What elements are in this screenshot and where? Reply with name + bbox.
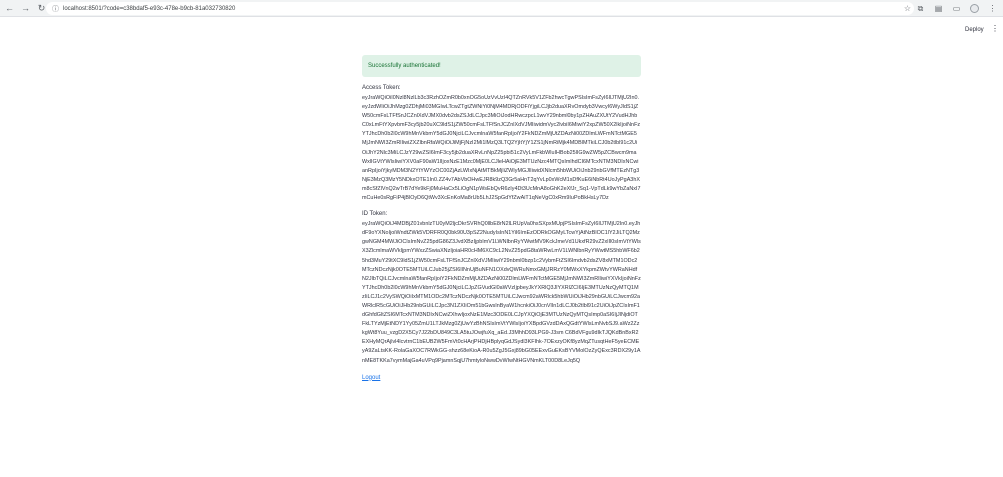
tab-search-icon[interactable]: ▭ (952, 4, 961, 13)
access-token-value: eyJraWQiOiI0Nzl8NzlLb3c3RzhOZmR0b0xnOG5oUzVvUzI4QTZnRVk5V1ZFb2hwcTgwPSIsImFsZyI6IlJTMjU2In0.eyJzdWIiOiJhMzg0ZDhjMi03MGIwLTcwZTgtZWNiYi0NjM4MDRjODFiYjgiLCJjb2duaXRvOmdyb3VwcyI6WyJldS1jZW50cmFsLTFfSnJCZnlXdVJMX0dvb2dsZSJdLCJpc3MiOiJodHRwczpcL1wvY29nbml0by1pZHAuZXUtY2VudHJhbC0xLmFtYXpvbmF3cy5jb20uXC9ldS1jZW50cmFsLTFfSnJCZnlXdVJMIiwidmVyc2lvbiI6MiwiY2xpZW50X2lkIjoiNnFzYTJhcDh0b2l0cW9hMnVkbmY5dGJ0NjciLCJvcmlnaW5fanRpIjoiY2FkNDZmMjUtZDAzNi00ZDlmLWFmNTctMGE5MjJmNWI3ZmRlIiwiZXZlbnRfaWQiOiJiMjFjNzI2Mi1lMzQ3LTQ2YjItYjY1ZS1jNmRiMjk4MDBlMTkiLCJ0b2tlbl91c2UiOiJhY2Nlc3MiLCJzY29wZSI6ImF3cy5jb2duaXRvLnNpZ25pbi51c2VyLmFkbWluIHBob25lIG9wZW5pZCBwcm9maWxlIGVtYWlsIiwiYXV0aF90aW1lIjoxNzE1Mzc0MjE0LCJleHAiOjE3MTUzNzc4MTQsImlhdCI6MTcxNTM3NDIxNCwianRpIjoiYjkyMDM3N2YtYWYzOC00ZjAzLWIxNjAtMTBkMjliZWIyMGJlIiwidXNlcm5hbWUiOiJnb29nbGVfMTEzNTg3NjE3MzQ3MzY5NDkxOTE1In0.ZZ4v7AbVbOHwEJR8k9zQ3Gr5aHnT2qYvLp0xWcM1sDfKuE6iNbRt4UoJyPgA3hXm8cSfZlVnQ2wTrB7dYe9kFj0MuHaCx5LiOgN1pWsEbQvR6zIy4Dt3UcMnA8oGhK2eXfJr_Sq1-VpTdLk9wYbZaNxI7mCuHe0sRgFiP4jBlOyD6QtWv3XcEnKoMa8rUb5LhJ2SpGdYfZwAiT1qNeVgC0xRm9IuPoBkHsLy7Dz (362, 95, 641, 202)
forward-arrow-icon[interactable]: → (21, 3, 30, 13)
reload-icon[interactable]: ↻ (37, 2, 46, 13)
extensions-icon[interactable]: ⧉ (917, 3, 924, 13)
access-token-label: Access Token: (362, 85, 401, 91)
reading-list-icon[interactable]: ▤ (934, 4, 943, 13)
logout-link[interactable]: Logout (362, 374, 381, 381)
url-text: localhost:8501/?code=c38bdaf5-e93c-478e-b9cb-81a032730820 (63, 5, 236, 12)
browser-toolbar (0, 0, 1003, 17)
chrome-menu-icon[interactable]: ⋮ (988, 4, 997, 13)
success-message: Successfully authenticated! (368, 63, 441, 69)
address-bar[interactable] (46, 2, 914, 15)
app-header (0, 17, 1003, 47)
deploy-button[interactable]: Deploy (965, 27, 984, 33)
id-token-label: ID Token: (362, 211, 388, 218)
main-menu-icon[interactable]: ⋮ (991, 24, 999, 33)
back-arrow-icon[interactable]: ← (5, 3, 14, 13)
site-info-icon[interactable]: ⓘ (52, 5, 59, 13)
profile-avatar[interactable] (970, 4, 979, 13)
bookmark-star-icon[interactable]: ☆ (903, 4, 912, 13)
main-content (362, 55, 641, 384)
success-alert (362, 55, 641, 77)
id-token-value: eyJraWQiOiJ4MDBjZ01vbnlzTU0yM2ljcDkrSVRhQ0llbE8rN2lLRUpVa0hsSXpxMUpjPSIsImFsZyI6IlJTMjU2In0.eyJhdF9oYXNoIjoiWndtZWk5VDRFR0Q0bk90U3pSZ2NudyIsInN1YiI6ImEzODRkOGMyLTcwYjAtNzBlOC1lY2JiLTQ2MzgwNGM4MWJiOCIsImNvZ25pdG86Z3JvdXBzIjpbImV1LWNlbnRyYWwtMV9KckJmeVd1UkxfR29vZ2xlIl0sImVtYWlsX3ZlcmlmaWVkIjpmYWxzZSwiaXNzIjoiaHR0cHM6XC9cL2NvZ25pdG8taWRwLmV1LWNlbnRyYWwtMS5hbWF6b25hd3MuY29tXC9ldS1jZW50cmFsLTFfSnJCZnlXdVJMIiwiY29nbml0bzp1c2VybmFtZSI6Imdvb2dsZV8xMTM1ODc2MTczNDczNjk0OTE5MTUiLCJub25jZSI6IlNnUjBuNFN1OXdvQWRuNmxGMjJRRzY0MWxXYkpmZWtvYWRaNHdfN2JlbTQiLCJvcmlnaW5fanRpIjoiY2FkNDZmMjUtZDAzNi00ZDlmLWFmNTctMGE5MjJmNWI3ZmRlIiwiYXVkIjoiNnFzYTJhcDh0b2l0cW9hMnVkbmY5dGJ0NjciLCJpZGVudGl0aWVzIjpbeyJkYXRlQ3JlYXRlZCI6IjE3MTUzNzQyMTQ1MzIiLCJ1c2VySWQiOiIxMTM1ODc2MTczNDczNjk0OTE5MTUiLCJwcm92aWRlck5hbWUiOiJHb29nbGUiLCJwcm92aWRlclR5cGUiOiJHb29nbGUiLCJpc3N1ZXIiOm51bGwsInByaW1hcnkiOiJ0cnVlIn1dLCJ0b2tlbl91c2UiOiJpZCIsImF1dGhfdGltZSI6MTcxNTM3NDIxNCwiZXhwIjoxNzE1Mzc3ODE0LCJpYXQiOjE3MTUzNzQyMTQsImp0aSI6IjJlNjdiOTFkLTYzMjEtNDY1Yy05ZmU1LTJkMzg0ZjUwYzBhNSIsImVtYWlsIjoiYXBpdGVzdDAxQGdtYWlsLmNvbSJ9.aWz2ZzkgWt8Yuu_vzgD2X5Cy7J22bDU849C3LA5tuJOwjfuXq_aEd.J3MhhD93LPG9-J3sm C6BdVFgu9dIkTJQKdBnBxR2EXHyMQrAjlvl4lcvtrnC1bEUB2W5FmVt0cHArjPHDjHBplyqGdJSydl3KFIhk-7OExzyOKf8yzMqZTusqtHeF5yeECMEyA9ZaLtsKK-RolaGaXOC7RWkGG-shzz68eKioA-R0u5ZgJ5Gxj89bG05EExvGuEKsBYVMolOzZyQExc3RDX29y1AnME8TKKa7vymMajGa4uVPq9PjamnSqjU7hmtyloNwwDvWIwNtHGVNmKLT00D8LeJq5Q (362, 221, 641, 364)
